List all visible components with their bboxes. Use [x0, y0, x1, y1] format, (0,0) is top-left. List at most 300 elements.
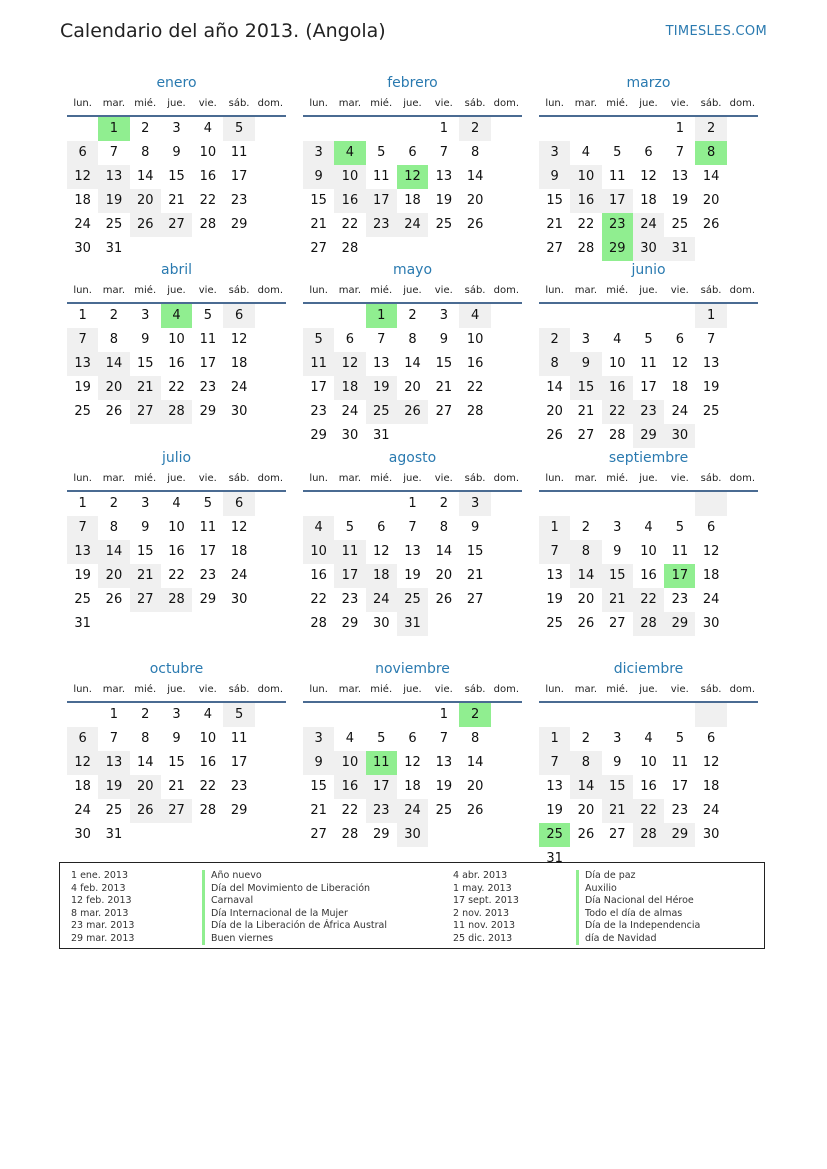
day-cell: 11: [671, 544, 689, 559]
empty-cell: [366, 117, 397, 141]
day-cell: 28: [199, 217, 217, 232]
weekday-label: lun.: [73, 98, 92, 109]
day-cell: 18: [640, 193, 657, 208]
day-cell: 25: [546, 616, 563, 631]
legend-name: Auxilio: [585, 882, 617, 894]
day-grid: [303, 304, 522, 448]
day-cell: 24: [230, 568, 248, 583]
day-cell: 29: [633, 424, 664, 448]
day-cell: 25: [74, 592, 91, 607]
day-cell: 26: [466, 217, 484, 232]
day-cell: 23: [310, 404, 327, 419]
day-cell: 13: [671, 169, 689, 184]
empty-cell: [570, 703, 601, 727]
weekday-label: jue.: [167, 473, 186, 484]
day-cell: 13: [435, 755, 453, 770]
day-cell: 24: [397, 799, 428, 823]
day-cell: 24: [633, 213, 664, 237]
day-cell: 22: [341, 217, 359, 232]
day-cell: 17: [366, 775, 397, 799]
empty-cell: [192, 823, 223, 847]
day-cell: 14: [98, 352, 129, 376]
weekday-label: lun.: [309, 98, 328, 109]
day-cell: 11: [671, 755, 689, 770]
day-cell: 9: [539, 165, 570, 189]
day-cell: 1: [109, 707, 119, 722]
day-cell: 8: [408, 332, 417, 347]
day-cell: 1: [366, 304, 397, 328]
day-cell: 29: [199, 592, 217, 607]
day-cell: 11: [640, 356, 657, 371]
day-cell: 27: [161, 799, 192, 823]
day-cell: 7: [408, 520, 417, 535]
empty-cell: [397, 424, 428, 448]
day-cell: 20: [404, 380, 421, 395]
day-cell: 28: [199, 803, 217, 818]
legend-dates-right: [453, 870, 519, 945]
weekday-label: mié.: [370, 684, 393, 695]
day-cell: 20: [546, 404, 563, 419]
day-cell: 28: [608, 428, 626, 443]
day-cell: 5: [223, 703, 254, 727]
day-cell: 12: [404, 755, 421, 770]
empty-cell: [67, 117, 98, 141]
day-cell: 3: [303, 141, 334, 165]
day-cell: 22: [199, 779, 217, 794]
day-cell: 10: [466, 332, 484, 347]
legend-dates-left: [71, 870, 134, 945]
day-cell: 31: [105, 827, 123, 842]
month-agosto: [303, 448, 522, 636]
day-cell: 16: [168, 356, 185, 371]
empty-cell: [602, 703, 633, 727]
empty-cell: [303, 703, 334, 727]
empty-cell: [602, 304, 633, 328]
weekday-label: mar.: [102, 684, 126, 695]
day-cell: 25: [74, 404, 91, 419]
weekday-label: mié.: [370, 98, 393, 109]
legend-date: 4 feb. 2013: [71, 882, 126, 894]
day-cell: 16: [168, 544, 185, 559]
day-cell: 30: [341, 428, 359, 443]
day-cell: 12: [702, 755, 720, 770]
legend-date: 23 mar. 2013: [71, 920, 135, 931]
day-cell: 10: [334, 165, 365, 189]
weekday-label: lun.: [309, 684, 328, 695]
day-cell: 7: [706, 332, 716, 347]
day-cell: 19: [74, 380, 91, 395]
weekday-label: lun.: [309, 473, 328, 484]
day-cell: 19: [98, 775, 129, 799]
empty-cell: [334, 117, 365, 141]
weekday-label: vie.: [198, 98, 217, 109]
empty-cell: [664, 304, 695, 328]
day-cell: 20: [98, 376, 129, 400]
weekday-label: lun.: [545, 285, 564, 296]
day-cell: 14: [136, 755, 154, 770]
day-cell: 4: [613, 332, 622, 347]
day-cell: 23: [230, 779, 248, 794]
weekday-label: dom.: [257, 98, 284, 109]
weekday-label: vie.: [434, 473, 453, 484]
day-cell: 10: [168, 332, 185, 347]
legend-date: 12 feb. 2013: [71, 895, 132, 906]
day-cell: 11: [366, 751, 397, 775]
day-cell: 28: [577, 241, 595, 256]
day-cell: 13: [435, 169, 453, 184]
month-title: abril: [160, 262, 192, 278]
weekday-header: [303, 679, 522, 703]
day-cell: 8: [109, 332, 119, 347]
empty-cell: [602, 492, 633, 516]
day-cell: 20: [130, 775, 161, 799]
weekday-label: lun.: [73, 473, 92, 484]
weekday-header: [67, 93, 286, 117]
day-cell: 21: [130, 564, 161, 588]
day-cell: 26: [130, 799, 161, 823]
day-cell: 20: [466, 779, 484, 794]
empty-cell: [539, 117, 570, 141]
weekday-label: mar.: [574, 473, 598, 484]
day-cell: 3: [172, 707, 181, 722]
day-cell: 22: [199, 193, 217, 208]
day-cell: 28: [341, 241, 359, 256]
month-mayo: [303, 260, 522, 448]
day-cell: 16: [199, 755, 217, 770]
empty-cell: [695, 703, 726, 727]
weekday-label: sáb.: [228, 98, 250, 109]
empty-cell: [695, 636, 726, 660]
day-cell: 31: [105, 241, 123, 256]
day-cell: 7: [675, 145, 684, 160]
weekday-label: dom.: [257, 473, 284, 484]
day-cell: 8: [109, 520, 119, 535]
month-title: octubre: [149, 661, 204, 677]
empty-cell: [428, 612, 459, 636]
day-cell: 15: [310, 779, 327, 794]
weekday-header: [303, 93, 522, 117]
day-cell: 30: [372, 616, 390, 631]
weekday-label: sáb.: [464, 473, 486, 484]
day-cell: 21: [546, 217, 563, 232]
day-cell: 12: [67, 165, 98, 189]
day-cell: 9: [470, 520, 480, 535]
day-cell: 18: [702, 779, 720, 794]
weekday-label: dom.: [493, 98, 520, 109]
month-septiembre: [539, 448, 758, 660]
day-cell: 28: [341, 827, 359, 842]
month-title: noviembre: [375, 661, 450, 677]
day-cell: 24: [702, 803, 720, 818]
empty-cell: [67, 424, 98, 448]
empty-cell: [98, 424, 129, 448]
legend-names-right: [576, 870, 700, 945]
weekday-label: mié.: [134, 473, 157, 484]
day-cell: 30: [397, 823, 428, 847]
day-cell: 29: [664, 612, 695, 636]
day-cell: 27: [466, 592, 484, 607]
day-cell: 21: [310, 217, 327, 232]
day-cell: 23: [341, 592, 359, 607]
day-cell: 21: [602, 799, 633, 823]
empty-cell: [664, 703, 695, 727]
day-cell: 8: [570, 540, 601, 564]
day-cell: 8: [570, 751, 601, 775]
day-cell: 13: [546, 779, 563, 794]
day-cell: 22: [168, 380, 185, 395]
day-grid: [303, 492, 522, 636]
day-cell: 23: [199, 568, 217, 583]
day-cell: 19: [366, 376, 397, 400]
month-noviembre: [303, 659, 522, 847]
empty-cell: [192, 237, 223, 261]
weekday-header: [303, 280, 522, 304]
day-cell: 13: [702, 356, 720, 371]
weekday-label: sáb.: [228, 285, 250, 296]
month-octubre: [67, 659, 286, 847]
empty-cell: [303, 492, 334, 516]
legend-date: 11 nov. 2013: [453, 920, 516, 931]
day-cell: 29: [310, 428, 327, 443]
weekday-label: lun.: [545, 98, 564, 109]
month-febrero: [303, 73, 522, 261]
empty-cell: [633, 636, 664, 660]
day-cell: 4: [644, 520, 653, 535]
day-cell: 23: [366, 213, 397, 237]
day-cell: 3: [141, 496, 150, 511]
day-cell: 11: [372, 169, 390, 184]
weekday-label: mié.: [134, 684, 157, 695]
day-cell: 15: [602, 564, 633, 588]
day-cell: 8: [141, 731, 150, 746]
weekday-label: vie.: [434, 684, 453, 695]
weekday-label: dom.: [729, 684, 756, 695]
day-grid: [67, 703, 286, 847]
day-cell: 29: [230, 803, 248, 818]
day-cell: 1: [439, 707, 448, 722]
weekday-label: mar.: [102, 285, 126, 296]
day-cell: 20: [466, 193, 484, 208]
day-cell: 4: [172, 496, 181, 511]
day-cell: 10: [199, 731, 217, 746]
day-cell: 22: [633, 799, 664, 823]
weekday-label: vie.: [434, 285, 453, 296]
day-cell: 1: [439, 121, 448, 136]
day-cell: 20: [98, 564, 129, 588]
day-cell: 18: [671, 380, 689, 395]
day-cell: 5: [303, 328, 334, 352]
day-cell: 8: [470, 731, 480, 746]
day-cell: 1: [78, 496, 87, 511]
day-cell: 24: [671, 404, 689, 419]
day-cell: 5: [203, 308, 212, 323]
weekday-label: vie.: [670, 98, 689, 109]
weekday-label: mié.: [370, 285, 393, 296]
day-cell: 6: [706, 520, 716, 535]
day-cell: 4: [203, 707, 212, 722]
day-cell: 7: [539, 751, 570, 775]
day-cell: 20: [702, 193, 720, 208]
weekday-label: sáb.: [464, 285, 486, 296]
weekday-label: sáb.: [700, 285, 722, 296]
day-cell: 23: [199, 380, 217, 395]
day-cell: 27: [161, 213, 192, 237]
day-cell: 27: [546, 241, 563, 256]
empty-cell: [161, 612, 192, 636]
legend-date: 4 abr. 2013: [453, 870, 508, 881]
day-cell: 19: [671, 193, 689, 208]
weekday-label: dom.: [729, 285, 756, 296]
day-cell: 14: [702, 169, 720, 184]
empty-cell: [334, 492, 365, 516]
day-cell: 31: [546, 851, 563, 866]
day-cell: 13: [404, 544, 421, 559]
day-cell: 19: [404, 568, 421, 583]
legend-date: 1 ene. 2013: [71, 870, 128, 881]
day-cell: 19: [435, 193, 453, 208]
day-cell: 28: [161, 400, 192, 424]
month-title: marzo: [626, 75, 671, 91]
day-cell: 6: [644, 145, 653, 160]
day-cell: 13: [67, 540, 98, 564]
day-cell: 2: [408, 308, 417, 323]
day-cell: 29: [199, 404, 217, 419]
day-cell: 8: [539, 352, 570, 376]
day-cell: 15: [136, 544, 154, 559]
legend-date: 2 nov. 2013: [453, 907, 509, 919]
month-title: septiembre: [608, 450, 689, 466]
weekday-header: [539, 280, 758, 304]
empty-cell: [397, 117, 428, 141]
weekday-label: lun.: [73, 684, 92, 695]
empty-cell: [130, 823, 161, 847]
empty-cell: [633, 492, 664, 516]
day-cell: 1: [539, 727, 570, 751]
day-cell: 25: [105, 803, 123, 818]
legend-date: 1 may. 2013: [453, 882, 512, 894]
day-cell: 27: [130, 400, 161, 424]
day-cell: 30: [230, 404, 248, 419]
day-cell: 14: [98, 540, 129, 564]
day-cell: 18: [230, 356, 248, 371]
empty-cell: [98, 612, 129, 636]
day-cell: 7: [109, 145, 119, 160]
legend-name: Buen viernes: [211, 932, 274, 944]
empty-cell: [428, 823, 459, 847]
day-cell: 6: [408, 145, 417, 160]
day-cell: 12: [230, 332, 248, 347]
day-cell: 5: [675, 731, 684, 746]
day-cell: 5: [613, 145, 622, 160]
weekday-label: mar.: [102, 98, 126, 109]
day-cell: 10: [640, 544, 657, 559]
weekday-label: sáb.: [464, 98, 486, 109]
day-cell: 29: [602, 237, 633, 261]
day-cell: 21: [168, 779, 185, 794]
day-cell: 17: [199, 356, 217, 371]
day-cell: 25: [702, 404, 720, 419]
empty-cell: [664, 636, 695, 660]
day-grid: [539, 304, 758, 448]
empty-cell: [161, 237, 192, 261]
day-cell: 9: [141, 332, 150, 347]
day-cell: 4: [459, 304, 490, 328]
day-cell: 20: [130, 189, 161, 213]
weekday-label: mar.: [102, 473, 126, 484]
day-cell: 28: [633, 612, 664, 636]
day-cell: 13: [67, 352, 98, 376]
day-cell: 27: [130, 588, 161, 612]
day-cell: 12: [671, 356, 689, 371]
day-cell: 5: [377, 731, 386, 746]
weekday-label: sáb.: [700, 98, 722, 109]
day-cell: 10: [303, 540, 334, 564]
day-cell: 22: [577, 217, 595, 232]
legend-names-left: [202, 870, 387, 945]
day-cell: 26: [577, 616, 595, 631]
day-cell: 25: [539, 823, 570, 847]
month-marzo: [539, 73, 758, 261]
day-cell: 18: [702, 568, 720, 583]
day-cell: 28: [466, 404, 484, 419]
day-cell: 21: [602, 588, 633, 612]
weekday-label: mié.: [606, 98, 629, 109]
day-cell: 13: [98, 751, 129, 775]
day-cell: 2: [109, 308, 119, 323]
weekday-label: lun.: [545, 473, 564, 484]
legend-name: Día de la Liberación de África Austral: [211, 920, 387, 931]
day-cell: 14: [546, 380, 563, 395]
empty-cell: [570, 304, 601, 328]
day-cell: 23: [602, 213, 633, 237]
weekday-header: [539, 468, 758, 492]
empty-cell: [366, 703, 397, 727]
weekday-label: vie.: [670, 473, 689, 484]
weekday-label: vie.: [670, 684, 689, 695]
day-cell: 6: [706, 731, 716, 746]
day-cell: 4: [334, 141, 365, 165]
day-cell: 26: [130, 213, 161, 237]
day-cell: 12: [334, 352, 365, 376]
day-cell: 8: [141, 145, 150, 160]
day-cell: 23: [366, 799, 397, 823]
weekday-label: jue.: [403, 98, 422, 109]
day-cell: 2: [439, 496, 448, 511]
day-cell: 27: [435, 404, 453, 419]
day-cell: 4: [303, 516, 334, 540]
empty-cell: [192, 612, 223, 636]
day-cell: 2: [459, 117, 490, 141]
day-cell: 25: [435, 803, 453, 818]
day-cell: 26: [577, 827, 595, 842]
day-cell: 18: [404, 193, 421, 208]
weekday-label: dom.: [493, 684, 520, 695]
month-title: enero: [156, 75, 197, 91]
day-cell: 24: [74, 217, 91, 232]
day-cell: 26: [466, 803, 484, 818]
day-cell: 31: [372, 428, 390, 443]
day-cell: 29: [664, 823, 695, 847]
site-link[interactable]: TIMESLES.COM: [665, 24, 767, 39]
day-cell: 29: [341, 616, 359, 631]
day-cell: 16: [640, 779, 657, 794]
day-cell: 14: [570, 775, 601, 799]
day-cell: 9: [141, 520, 150, 535]
empty-cell: [633, 304, 664, 328]
day-cell: 3: [613, 731, 622, 746]
weekday-label: jue.: [639, 473, 658, 484]
empty-cell: [539, 492, 570, 516]
